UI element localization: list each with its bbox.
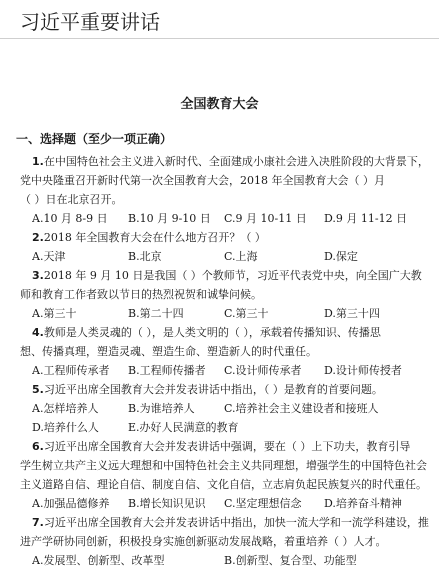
answer-options bbox=[0, 551, 439, 570]
question-number: 4. bbox=[32, 326, 44, 339]
answer-options bbox=[0, 247, 439, 266]
option-d[interactable]: D.设计师传授者 bbox=[324, 364, 402, 377]
option-c[interactable]: C.培养社会主义建设者和接班人 bbox=[224, 402, 379, 415]
option-a[interactable]: A.天津 bbox=[32, 250, 66, 263]
question-text-line: 1.在中国特色社会主义进入新时代、全面建成小康社会进入决胜阶段的大背景下， bbox=[32, 155, 429, 168]
answer-options bbox=[0, 304, 439, 323]
option-d[interactable]: D.保定 bbox=[324, 250, 358, 263]
question-text-line: 师和教育工作者致以节日的热烈祝贺和诚挚问候。 bbox=[20, 288, 262, 301]
question-number: 7. bbox=[32, 516, 44, 529]
question-number: 1. bbox=[32, 155, 44, 168]
question-text-line: 5.习近平出席全国教育大会并发表讲话中指出，（ ）是教育的首要问题。 bbox=[32, 383, 383, 396]
answer-options bbox=[0, 494, 439, 513]
question-7 bbox=[0, 513, 439, 570]
option-b[interactable]: B.10 月 9-10 日 bbox=[128, 212, 211, 225]
option-e[interactable]: E.办好人民满意的教育 bbox=[128, 421, 239, 434]
answer-options bbox=[0, 361, 439, 380]
question-5 bbox=[0, 380, 439, 437]
option-c[interactable]: C.9 月 10-11 日 bbox=[224, 212, 307, 225]
option-a[interactable]: A.10 月 8-9 日 bbox=[32, 212, 108, 225]
answer-options bbox=[0, 399, 439, 418]
option-d[interactable]: D.培养奋斗精神 bbox=[324, 497, 402, 510]
question-text-line: 想、传播真理，塑造灵魂、塑造生命、塑造新人的时代重任。 bbox=[20, 345, 317, 358]
option-a[interactable]: A.工程师传承者 bbox=[32, 364, 110, 377]
option-d[interactable]: D.9 月 11-12 日 bbox=[324, 212, 408, 225]
option-a[interactable]: A.发展型、创新型、改革型 bbox=[32, 554, 165, 567]
question-text-line: 7.习近平出席全国教育大会并发表讲话中指出，加快一流大学和一流学科建设，推 bbox=[32, 516, 429, 529]
answer-options bbox=[0, 209, 439, 228]
option-a[interactable]: A.第三十 bbox=[32, 307, 77, 320]
question-text-line: （ ）日在北京召开。 bbox=[20, 193, 123, 206]
question-text-line: 党中央隆重召开新时代第一次全国教育大会，2018 年全国教育大会（ ）月 bbox=[20, 174, 385, 187]
question-text-line: 6.习近平出席全国教育大会并发表讲话中强调，要在（ ）上下功夫，教育引导 bbox=[32, 440, 411, 453]
option-a[interactable]: A.怎样培养人 bbox=[32, 402, 99, 415]
document-title: 习近平重要讲话 bbox=[20, 10, 160, 34]
question-6 bbox=[0, 437, 439, 513]
option-d[interactable]: D.培养什么人 bbox=[32, 421, 99, 434]
question-2 bbox=[0, 228, 439, 266]
question-number: 5. bbox=[32, 383, 44, 396]
option-b[interactable]: B.北京 bbox=[128, 250, 162, 263]
question-text-line: 2.2018 年全国教育大会在什么地方召开？（ ） bbox=[32, 231, 266, 244]
question-1 bbox=[0, 152, 439, 228]
question-3 bbox=[0, 266, 439, 323]
option-d[interactable]: D.第三十四 bbox=[324, 307, 380, 320]
question-text-line: 主义道路自信、理论自信、制度自信、文化自信，立志肩负起民族复兴的时代重任。 bbox=[20, 478, 427, 491]
answer-options bbox=[0, 418, 439, 437]
option-b[interactable]: B.为谁培养人 bbox=[128, 402, 195, 415]
question-number: 6. bbox=[32, 440, 44, 453]
option-b[interactable]: B.工程师传播者 bbox=[128, 364, 206, 377]
question-text-line: 4.教师是人类灵魂的（ ），是人类文明的（ ），承载着传播知识、传播思 bbox=[32, 326, 381, 339]
option-b[interactable]: B.增长知识见识 bbox=[128, 497, 206, 510]
option-a[interactable]: A.加强品德修养 bbox=[32, 497, 110, 510]
option-b[interactable]: B.第二十四 bbox=[128, 307, 184, 320]
question-number: 2. bbox=[32, 231, 44, 244]
option-c[interactable]: C.坚定理想信念 bbox=[224, 497, 302, 510]
question-text-line: 3.2018 年 9 月 10 日是我国（ ）个教师节，习近平代表党中央，向全国广大教 bbox=[32, 269, 422, 282]
option-b[interactable]: B.创新型、复合型、功能型 bbox=[224, 554, 357, 567]
option-c[interactable]: C.设计师传承者 bbox=[224, 364, 302, 377]
header-divider bbox=[0, 38, 439, 39]
question-type-heading: 一、选择题（至少一项正确） bbox=[16, 132, 173, 146]
question-list bbox=[0, 152, 439, 570]
question-4 bbox=[0, 323, 439, 380]
question-number: 3. bbox=[32, 269, 44, 282]
question-text-line: 进产学研协同创新，积极投身实施创新驱动发展战略，着重培养（ ）人才。 bbox=[20, 535, 387, 548]
option-c[interactable]: C.上海 bbox=[224, 250, 258, 263]
option-c[interactable]: C.第三十 bbox=[224, 307, 269, 320]
question-text-line: 学生树立共产主义远大理想和中国特色社会主义共同理想，增强学生的中国特色社会 bbox=[20, 459, 427, 472]
section-subtitle: 全国教育大会 bbox=[180, 97, 259, 112]
